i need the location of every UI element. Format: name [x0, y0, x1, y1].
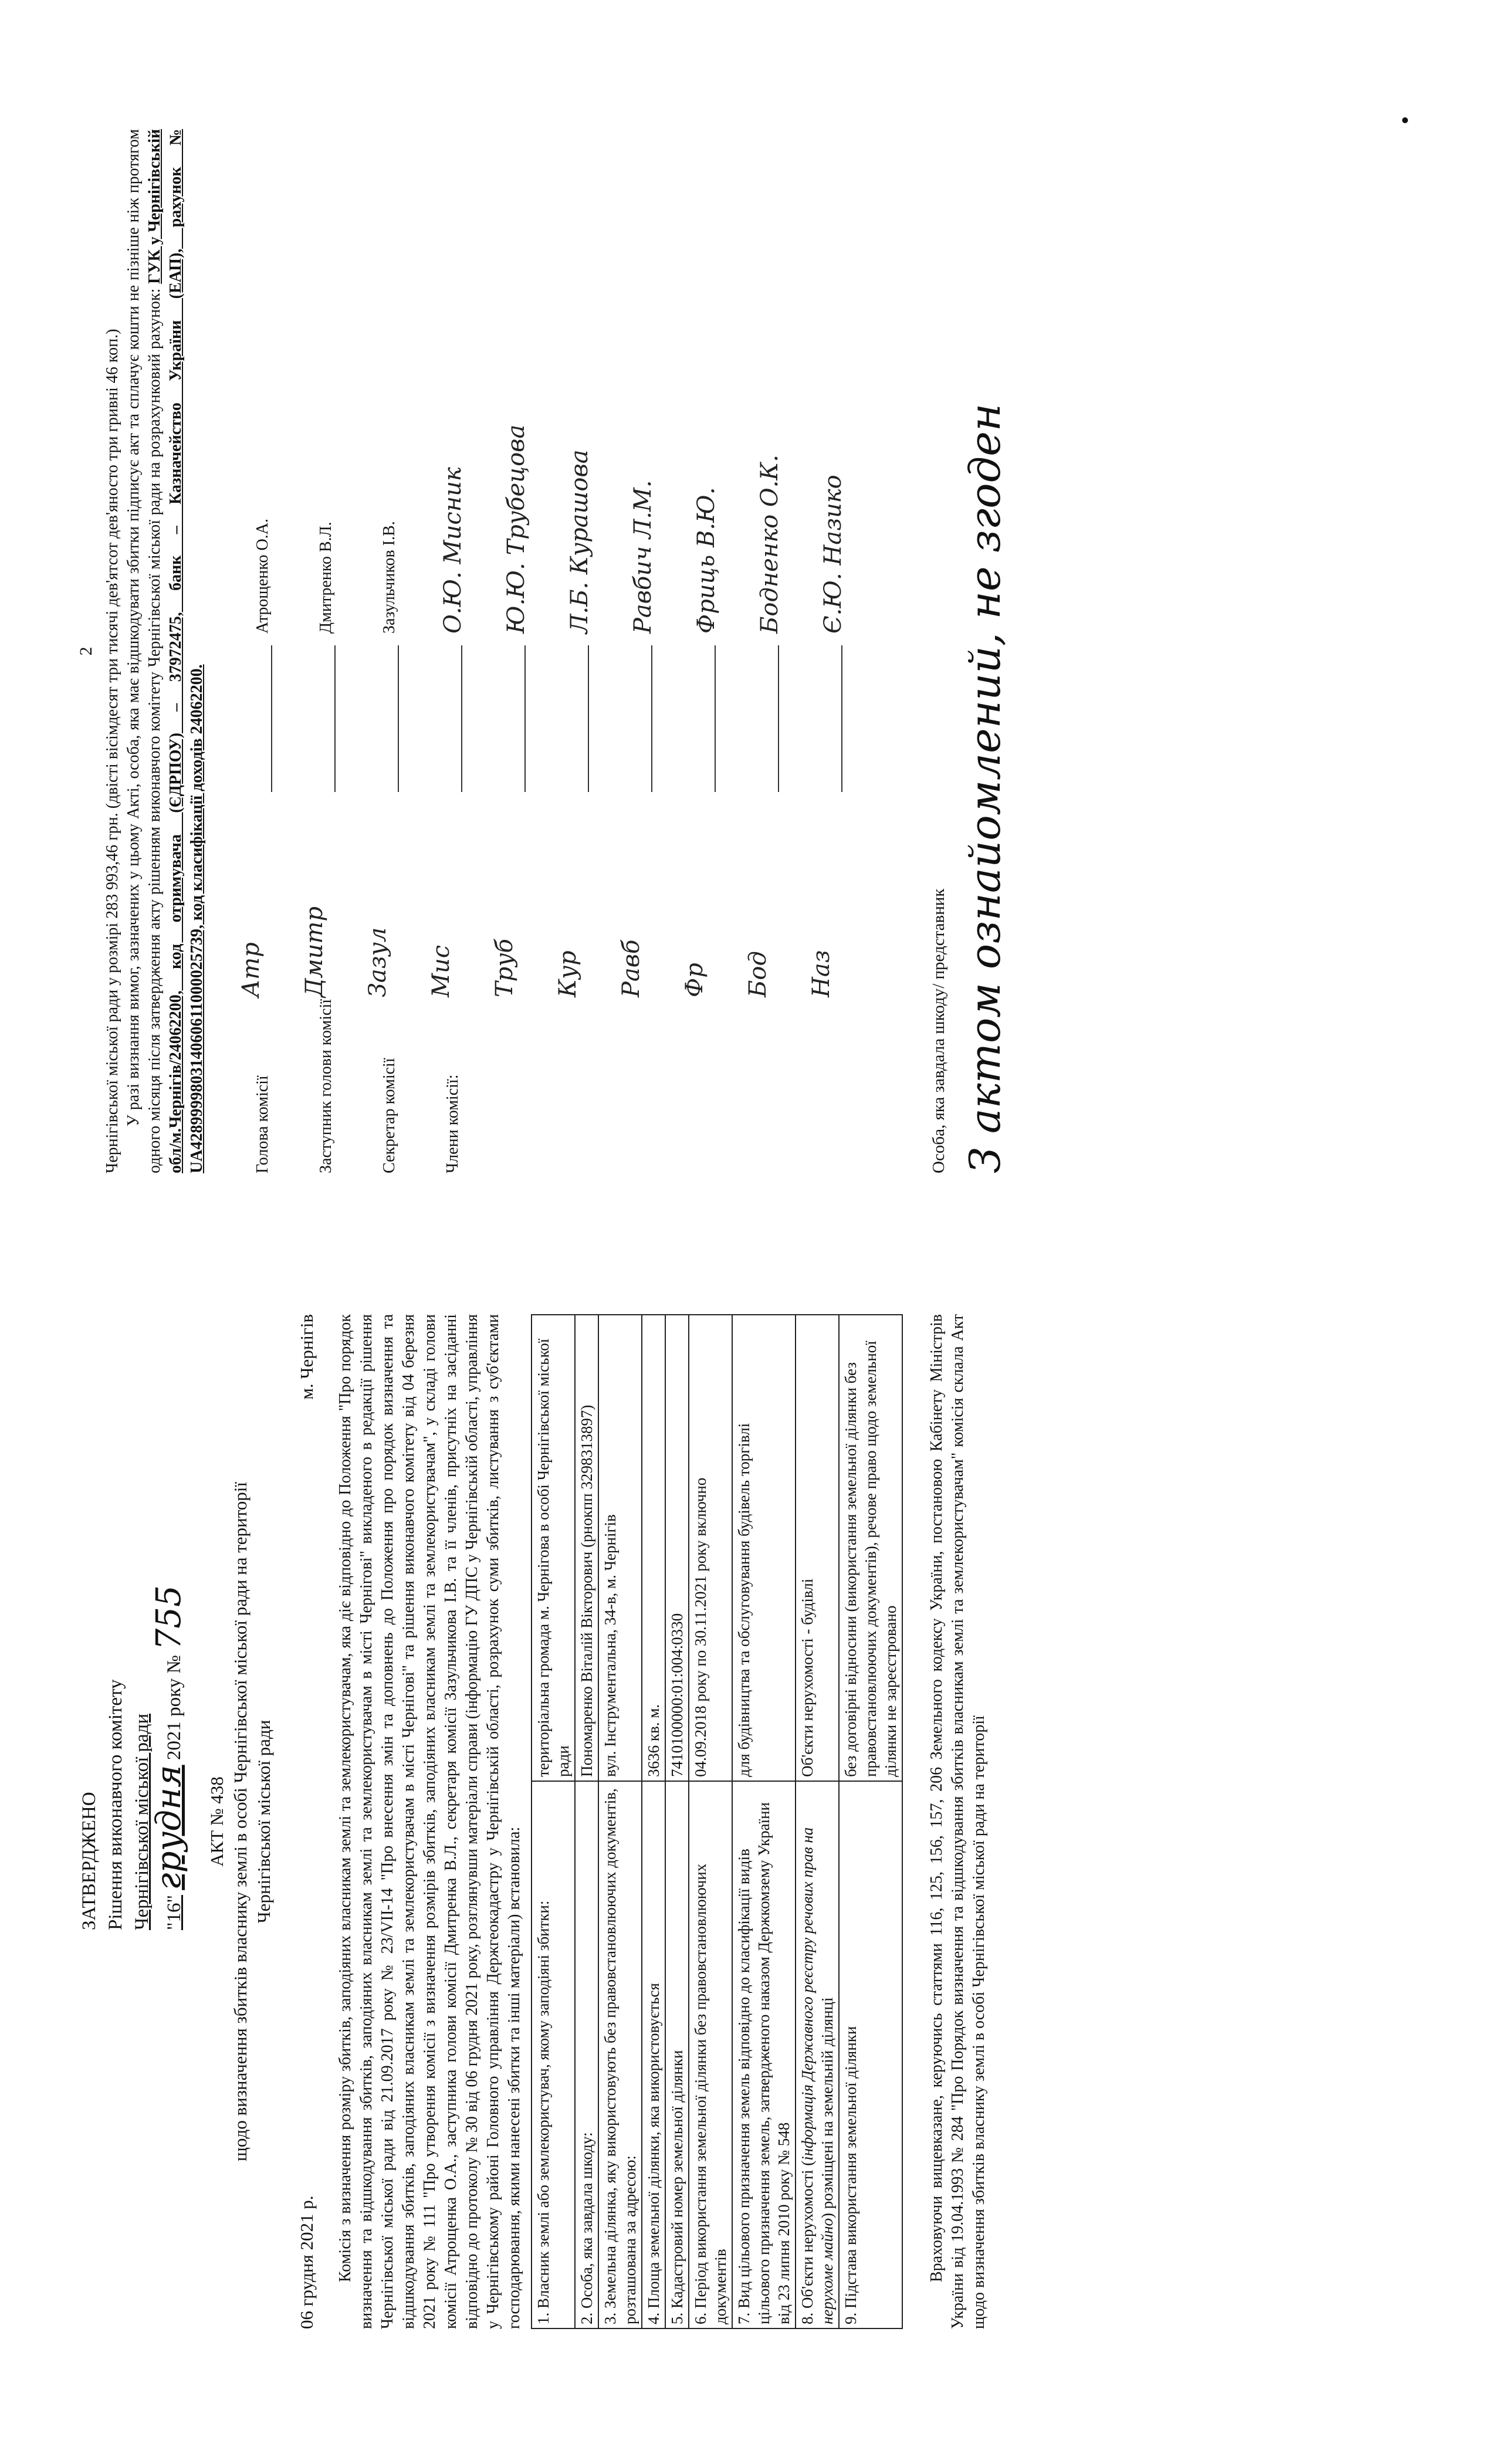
signature-name: Ю.Ю. Трубецова	[503, 424, 530, 634]
signature-row	[421, 129, 485, 1173]
row-label-text: 9. Підстава використання земельної ділянки	[842, 2026, 859, 2324]
table-row	[732, 1315, 796, 2328]
row-label	[796, 1781, 839, 2328]
row-label	[689, 1781, 732, 2328]
act-subtitle-2: Чернігівської міської ради	[253, 1720, 274, 1924]
table-row	[598, 1315, 642, 2328]
row-value: 04.09.2018 року по 30.11.2021 року включно	[689, 1315, 732, 1781]
row-label	[839, 1781, 902, 2328]
signature-name: Бодненко О.К.	[756, 454, 783, 634]
signature-scribble: Зазул	[364, 927, 391, 997]
row-label	[732, 1781, 796, 2328]
approval-day: "16"	[164, 1895, 185, 1930]
row-value: 3636 кв. м.	[642, 1315, 665, 1781]
signature-line	[444, 645, 462, 792]
signature-row	[675, 129, 738, 1173]
approval-council: Чернігівської міської ради	[131, 1713, 153, 1930]
table-row	[642, 1315, 665, 2328]
signature-scribble: Равб	[618, 939, 645, 997]
row-value: Пономаренко Віталій Вікторович (рнокпп 3298313897)	[575, 1315, 598, 1781]
signature-scribble: Атр	[238, 942, 265, 997]
row-label-text: 8. Об'єкти нерухомості (	[798, 2160, 816, 2324]
signature-name: Є.Ю. Назико	[820, 475, 847, 634]
signature-line	[507, 645, 526, 792]
offender-handwriting: З актом ознайомлений, не згоден	[960, 403, 1010, 1173]
row-value: для будівництва та обслуговування будівель торгівлі	[732, 1315, 796, 1781]
signature-line	[253, 645, 272, 792]
row-label-text: 7. Вид цільового призначення земель відповідно до класифікації видів цільового призначення земель, затвердженого наказом Держкомзему України від 23 липня 2010 року № 548	[735, 1802, 793, 2324]
approval-stamp: ЗАТВЕРДЖЕНО	[79, 1792, 100, 1930]
approval-block	[76, 1314, 188, 1930]
signature-name: Равбич Л.М.	[629, 480, 656, 634]
approval-month: грудня	[148, 1765, 188, 1890]
act-title: АКТ № 438	[207, 1776, 227, 1867]
act-city: м. Чернігів	[296, 1314, 317, 1400]
offender-label: Особа, яка завдала шкоду/ представник	[929, 888, 948, 1173]
row-label-text: 4. Площа земельної ділянки, яка використовується	[645, 1983, 662, 2324]
signature-role: Заступник голови комісії	[317, 999, 335, 1173]
row-value: територіальна громада м. Чернігова в особі Чернігівської міської ради	[532, 1315, 575, 1781]
signature-scribble: Наз	[808, 950, 835, 997]
signature-line	[317, 645, 336, 792]
signature-row	[548, 129, 611, 1173]
signature-line	[697, 645, 716, 792]
act-subtitle: щодо визначення збитків власнику землі в особі Чернігівської міської ради на території	[230, 1482, 251, 2161]
table-row	[839, 1315, 902, 2328]
row-value: без договірні відносини (використання земельної ділянки без правовстановлюючих документів), речове право щодо земельної ділянки не зареєстровано	[839, 1315, 902, 1781]
act-date: 06 грудня 2021 р.	[296, 2195, 317, 2329]
signature-scribble: Дмитр	[301, 906, 328, 997]
intro-paragraph: Комісія з визначення розміру збитків, заподіяних власникам землі та землекористувачам, яка діє відповідно до Положення "Про порядок визначення та відшкодування збитків, заподіяних власникам землі та землекористувачам в місті Чернігові" викладеного в редакції рішення Чернігівської міської ради від 21.09.2017 року № 23/VII-14 "Про внесення змін та доповнень до Положення про порядок визначення та відшкодування збитків, заподіяних власникам землі та землекористувачам в місті Чернігові" та рішення виконавчого комітету від 04 березня 2021 року № 111 "Про утворення комісії з визначення розмірів збитків, заподіяних власникам землі та землекористувачам", у складі голови комісії Атрощенка О.А., заступника голови комісії Дмитренка В.Л., секретаря комісії Зазульчикова І.В. та її членів, присутніх на засіданні відповідно до протоколу № 30 від 06 грудня 2021 року, розглянувши матеріали справи (інформацію ГУ ДПС у Чернігівській області, управління у Чернігівському районі Головного управління Держгеокадастру у Чернігівській області, розрахунок суми збитків, листування з суб'єктами господарювання, якими нанесені збитки та інші матеріали) встановила:	[336, 1314, 523, 2329]
signature-name: Фриць В.Ю.	[693, 487, 720, 634]
row-label-text: 1. Власник землі або землекористувач, якому заподіяні збитки:	[534, 1900, 552, 2324]
signature-row	[231, 129, 295, 1173]
table-row	[532, 1315, 575, 2328]
signature-row	[295, 129, 358, 1173]
signature-row	[611, 129, 675, 1173]
signature-line	[570, 645, 589, 792]
approval-date-line	[148, 1314, 188, 1930]
signature-line	[824, 645, 842, 792]
row-label-text: 2. Особа, яка завдала шкоду:	[578, 2132, 595, 2324]
payment-account: ГУК у Чернігівській обл/м.Чернігів/24062200, код отримувача (ЄДРПОУ) – 37972475, банк – Казначейство України (ЕАП), рахунок № UA428999980314060611000025739, код класифікації доходів 24062200.	[145, 129, 206, 1173]
payment-text: У разі визнання вимог, зазначених у цьому Акті, особа, яка має відшкодувати збитки підписує акт та сплачує кошти не пізніше ніж протягом одного місяця після затвердження акту рішенням виконавчого комітету Чернігівської міської ради на розрахунковий рахунок:	[124, 129, 164, 1173]
approval-year: 2021 року №	[164, 1655, 185, 1761]
row-value: Об'єкти нерухомості - будівлі	[796, 1315, 839, 1781]
row-label	[598, 1781, 642, 2328]
amount-paragraph: Чернігівської міської ради у розмірі 283 993,46 грн. (двісті вісімдесят три тисячі дев'ятсот дев'яносто три гривні 46 коп.)	[103, 329, 121, 1173]
signature-scribble: Бод	[744, 951, 771, 997]
table-row	[689, 1315, 732, 2328]
signature-name: Л.Б. Курашова	[566, 449, 593, 634]
signature-row	[358, 129, 421, 1173]
row-label-text: 5. Кадастровий номер земельної ділянки	[668, 2050, 686, 2324]
signature-role: Члени комісії:	[444, 1074, 462, 1173]
row-label	[575, 1781, 598, 2328]
signature-line	[380, 645, 399, 792]
signature-scribble: Мис	[428, 945, 455, 997]
signatures-block	[231, 129, 865, 1173]
signature-row	[485, 129, 548, 1173]
approval-number: 755	[148, 1585, 188, 1650]
act-date-row	[296, 1314, 317, 2329]
row-label	[665, 1781, 689, 2328]
signature-row	[801, 129, 865, 1173]
signature-name: Дмитренко В.Л.	[317, 522, 335, 634]
signature-line	[634, 645, 652, 792]
details-table	[531, 1314, 903, 2329]
signature-scribble: Кур	[554, 950, 581, 997]
row-label-text: 3. Земельна ділянка, яку використовують без правовстановлюючих документів, розташована за адресою:	[601, 1788, 639, 2324]
signature-row	[738, 129, 801, 1173]
signature-role: Секретар комісії	[380, 1058, 398, 1173]
signature-name: О.Ю. Мисник	[439, 467, 466, 634]
row-label	[532, 1781, 575, 2328]
signature-line	[760, 645, 779, 792]
signature-scribble: Фр	[681, 963, 708, 997]
row-value: 7410100000:01:004:0330	[665, 1315, 689, 1781]
signature-role: Голова комісії	[253, 1075, 272, 1173]
payment-paragraph	[123, 129, 208, 1173]
scan-speck	[1402, 117, 1408, 123]
signature-name: Зазульчиков І.В.	[380, 521, 398, 634]
page-2	[76, 129, 1010, 1173]
table-row	[665, 1315, 689, 2328]
page-number: 2	[76, 647, 96, 656]
act-heading	[205, 1314, 276, 2329]
signature-name: Атрощенко О.А.	[253, 519, 272, 634]
row-label-text: 6. Період використання земельної ділянки без правовстановлюючих документів	[692, 1863, 729, 2324]
closing-paragraph: Враховуючи вищевказане, керуючись статтями 116, 125, 156, 157, 206 Земельного кодексу України, постановою Кабінету Міністрів України від 19.04.1993 № 284 "Про Порядок визначення та відшкодування збитків власникам землі та землекористувачам" комісія склала Акт щодо визначення збитків власнику землі в особі Чернігівської міської ради на території	[928, 1314, 988, 2329]
table-row	[796, 1315, 839, 2328]
approval-decision: Рішення виконавчого комітету	[105, 1679, 126, 1930]
row-label-italic: інформація Державного реєстру речових прав на нерухоме майно	[798, 1827, 836, 2324]
signature-scribble: Труб	[491, 939, 518, 997]
row-label	[642, 1781, 665, 2328]
row-value: вул. Інструментальна, 34-в, м. Чернігів	[598, 1315, 642, 1781]
page-1	[76, 1314, 990, 2329]
row-label-end: ) розміщені на земельній ділянці	[818, 1997, 836, 2218]
table-row	[575, 1315, 598, 2328]
